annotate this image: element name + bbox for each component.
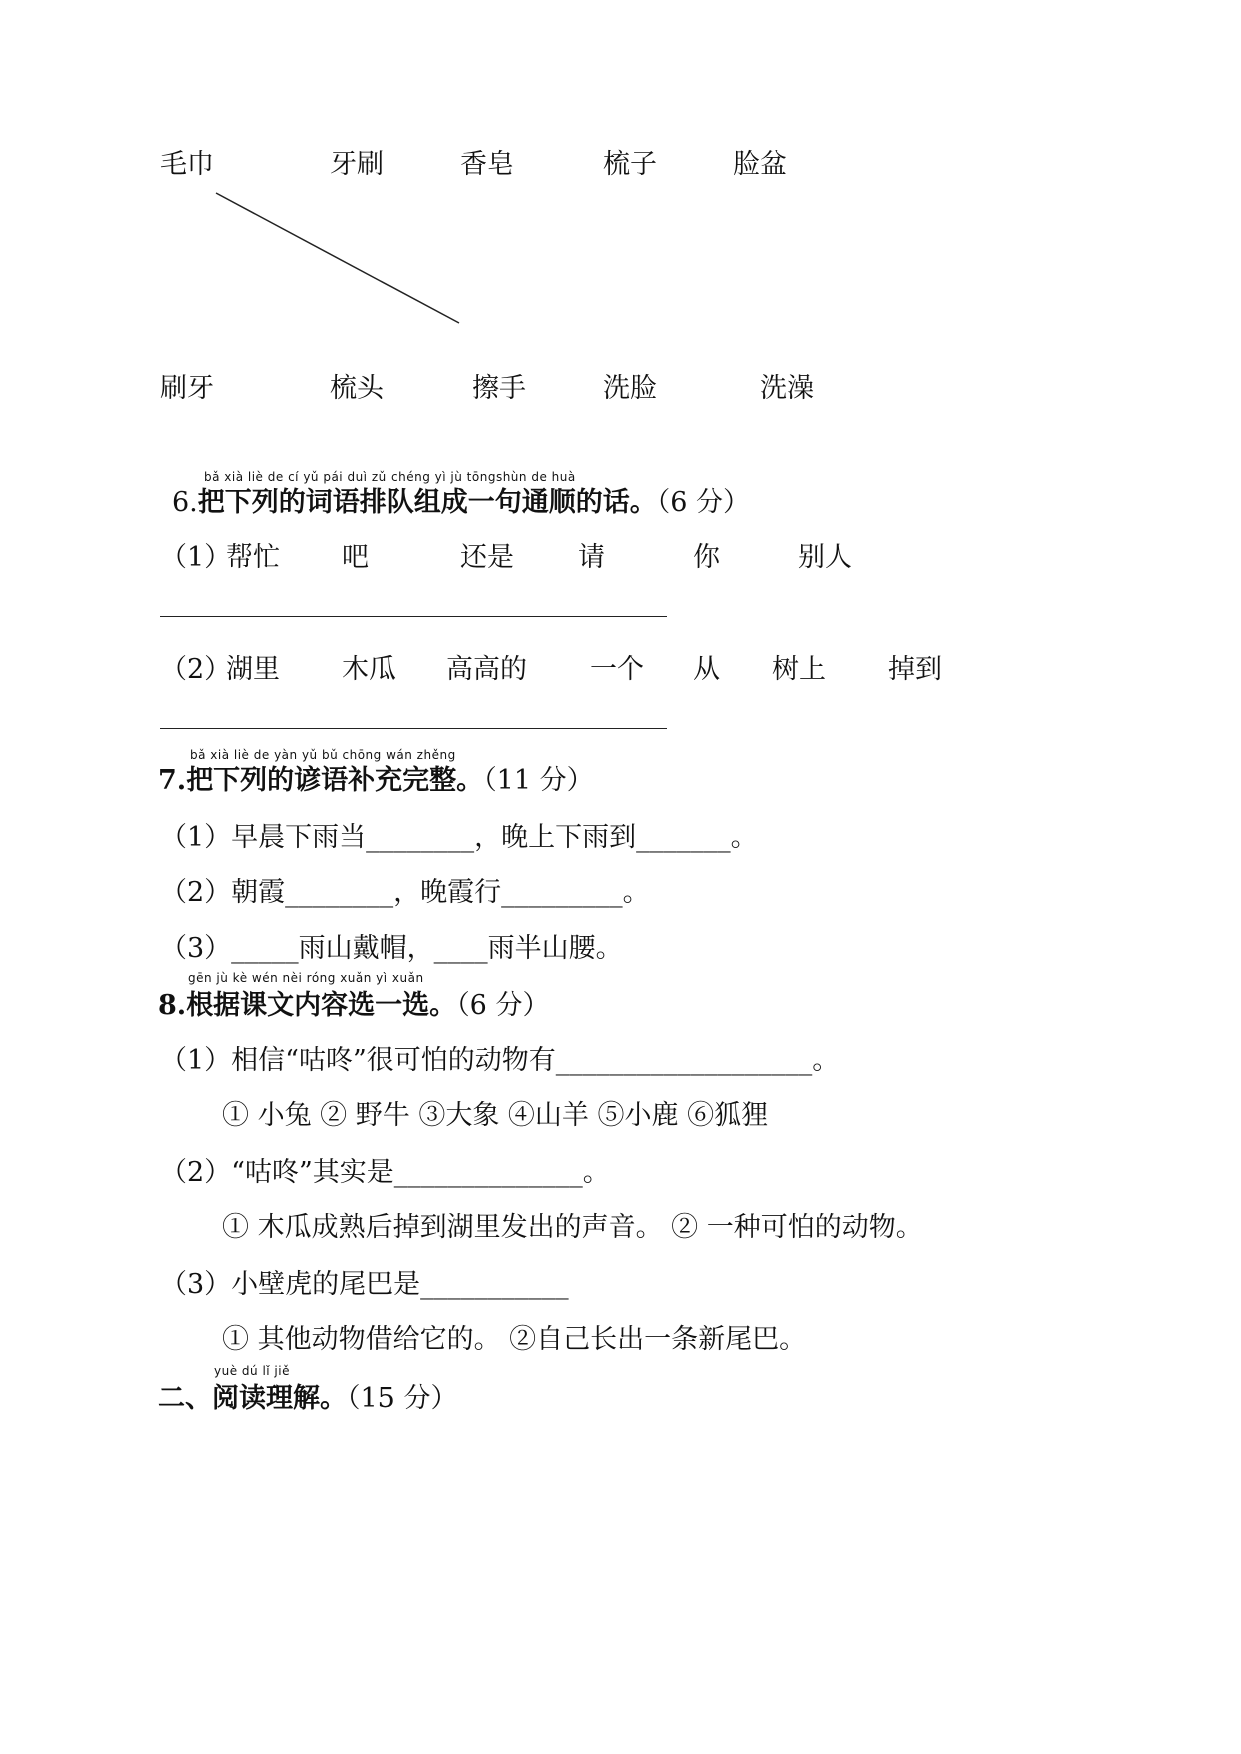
q8-pinyin: gēn jù kè wén nèi róng xuǎn yì xuǎn xyxy=(188,971,424,985)
q6-2-label: （2） xyxy=(160,654,232,685)
q6-number: 6. xyxy=(172,487,198,518)
q7-item-1: （1）早晨下雨当________，晚上下雨到_______。 xyxy=(160,822,758,853)
q7-score: （11 分） xyxy=(483,765,594,796)
q6-1-answer-line[interactable] xyxy=(160,616,667,617)
q6-1-word: 吧 xyxy=(342,542,369,573)
q6-1-word: 别人 xyxy=(798,542,852,573)
match-top-5: 脸盆 xyxy=(733,149,787,180)
q7-pinyin: bǎ xià liè de yàn yǔ bǔ chōng wán zhěng xyxy=(190,748,456,762)
q8-question-2: （2）“咕咚”其实是______________。 xyxy=(160,1157,610,1188)
match-bottom-1: 刷牙 xyxy=(160,373,214,404)
section2-score: （15 分） xyxy=(347,1383,458,1414)
q8-options-3: ① 其他动物借给它的。 ②自己长出一条新尾巴。 xyxy=(222,1324,807,1355)
q6-2-word: 湖里 xyxy=(226,654,280,685)
q6-heading xyxy=(172,480,750,519)
section2-pinyin: yuè dú lǐ jiě xyxy=(214,1364,290,1378)
match-bottom-5: 洗澡 xyxy=(760,373,814,404)
q8-score: （6 分） xyxy=(456,990,550,1021)
q6-score: （6 分） xyxy=(656,487,751,518)
q8-title: 根据课文内容选一选。 xyxy=(186,990,457,1021)
match-top-2: 牙刷 xyxy=(330,149,384,180)
q6-1-word: 请 xyxy=(578,542,605,573)
connecting-line xyxy=(0,0,1241,400)
q6-1-word: 你 xyxy=(693,542,720,573)
q7-title: 把下列的谚语补充完整。 xyxy=(186,765,484,796)
q8-options-1: ① 小兔 ② 野牛 ③大象 ④山羊 ⑤小鹿 ⑥狐狸 xyxy=(222,1100,769,1131)
q6-2-word: 掉到 xyxy=(888,654,942,685)
section2-heading xyxy=(158,1376,457,1415)
q6-2-word: 树上 xyxy=(772,654,826,685)
q8-question-1: （1）相信“咕咚”很可怕的动物有___________________。 xyxy=(160,1045,840,1076)
match-top-3: 香皂 xyxy=(460,149,514,180)
q7-item-2: （2）朝霞________，晚霞行_________。 xyxy=(160,877,650,908)
q6-pinyin: bǎ xià liè de cí yǔ pái duì zǔ chéng yì jù tōngshùn de huà xyxy=(204,470,576,484)
q7-item-3: （3）_____雨山戴帽，____雨半山腰。 xyxy=(160,933,623,964)
q6-1-label: （1） xyxy=(160,542,232,573)
q6-2-word: 高高的 xyxy=(446,654,527,685)
match-bottom-4: 洗脸 xyxy=(603,373,657,404)
q6-title: 把下列的词语排队组成一句通顺的话。 xyxy=(197,487,657,518)
q6-2-word: 木瓜 xyxy=(342,654,396,685)
match-top-4: 梳子 xyxy=(603,149,657,180)
q7-number: 7. xyxy=(158,765,187,796)
q6-1-word: 帮忙 xyxy=(226,542,280,573)
q6-2-word: 一个 xyxy=(590,654,644,685)
q8-options-2: ① 木瓜成熟后掉到湖里发出的声音。 ② 一种可怕的动物。 xyxy=(222,1212,923,1243)
section2-title: 二、阅读理解。 xyxy=(158,1383,347,1414)
q6-1-word: 还是 xyxy=(460,542,514,573)
match-top-1: 毛巾 xyxy=(160,149,214,180)
q6-2-word: 从 xyxy=(693,654,720,685)
match-bottom-2: 梳头 xyxy=(330,373,384,404)
q6-2-answer-line[interactable] xyxy=(160,728,667,729)
q8-question-3: （3）小壁虎的尾巴是___________ xyxy=(160,1269,569,1300)
q7-heading xyxy=(158,758,594,797)
q8-heading xyxy=(158,983,549,1022)
match-bottom-3: 擦手 xyxy=(472,373,526,404)
q8-number: 8. xyxy=(158,990,187,1021)
